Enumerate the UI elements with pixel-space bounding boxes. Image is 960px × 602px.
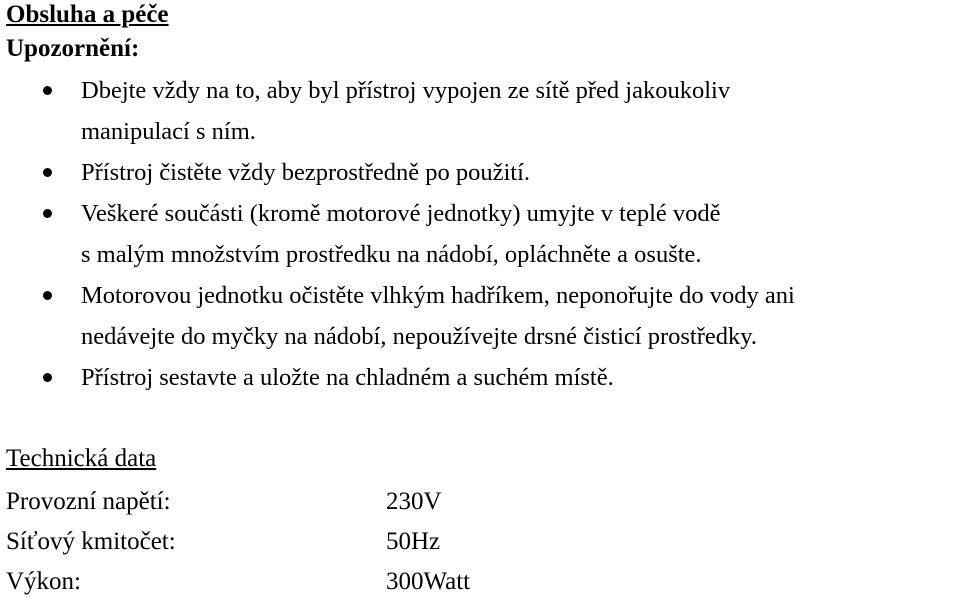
warning-text-line: Motorovou jednotku očistěte vlhkým hadříkem, neponořujte do vody ani	[81, 282, 795, 309]
spec-value: 50Hz	[386, 528, 441, 555]
list-item	[6, 193, 956, 275]
warning-text-line: manipulací s ním.	[81, 118, 256, 145]
list-item	[6, 152, 956, 193]
spec-table	[6, 482, 956, 602]
list-item	[6, 357, 956, 398]
document	[6, 0, 956, 602]
tech-data-heading: Technická data	[6, 445, 157, 472]
spec-label: Síťový kmitočet:	[6, 528, 176, 555]
spec-row	[6, 562, 956, 602]
warning-text-line: s malým množstvím prostředku na nádobí, opláchněte a osušte.	[81, 241, 702, 268]
list-item	[6, 70, 956, 152]
spec-label: Výkon:	[6, 568, 81, 595]
spec-label: Provozní napětí:	[6, 488, 171, 515]
section-title: Obsluha a péče	[6, 1, 169, 28]
warning-text-line: nedávejte do myčky na nádobí, nepoužívejte drsné čisticí prostředky.	[81, 323, 758, 350]
bullet-icon	[43, 86, 52, 95]
warning-text-line: Přístroj sestavte a uložte na chladném a suchém místě.	[81, 364, 614, 391]
bullet-icon	[43, 291, 52, 300]
bullet-icon	[43, 168, 52, 177]
spec-row	[6, 482, 956, 522]
spec-value: 300Watt	[386, 568, 471, 595]
warning-heading: Upozornění:	[6, 35, 140, 62]
bullet-icon	[43, 209, 52, 218]
warning-text-line: Přístroj čistěte vždy bezprostředně po použití.	[81, 159, 531, 186]
warning-list	[6, 70, 956, 398]
warning-text-line: Veškeré součásti (kromě motorové jednotky) umyjte v teplé vodě	[81, 200, 721, 227]
warning-text-line: Dbejte vždy na to, aby byl přístroj vypojen ze sítě před jakoukoliv	[81, 77, 731, 104]
spec-row	[6, 522, 956, 562]
bullet-icon	[43, 373, 52, 382]
spec-value: 230V	[386, 488, 442, 515]
list-item	[6, 275, 956, 357]
